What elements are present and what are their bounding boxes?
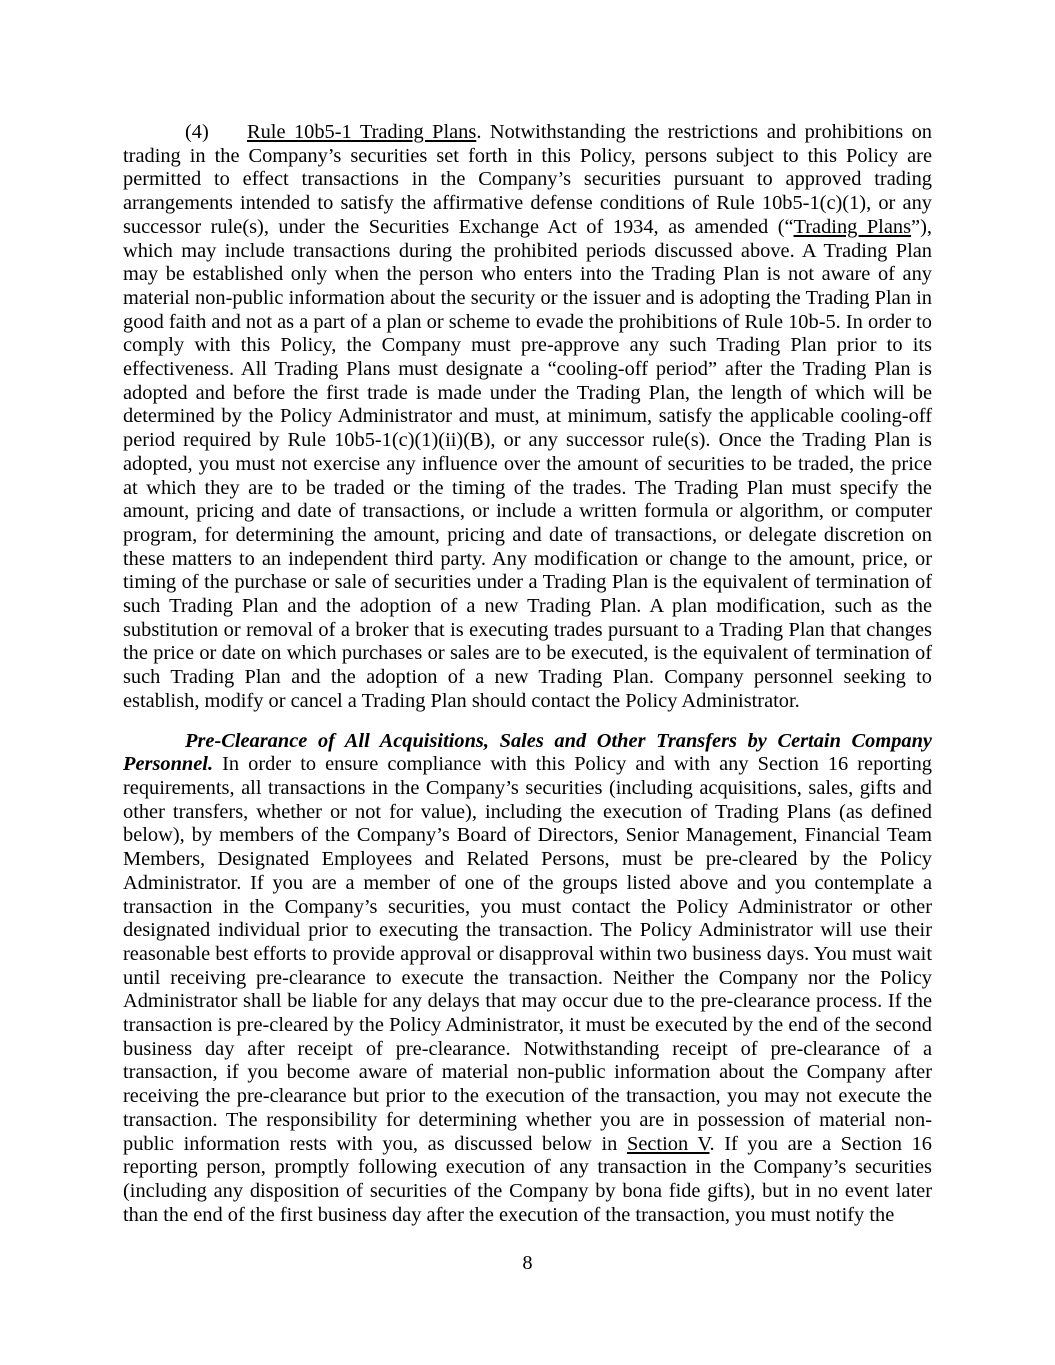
underlined-text: Trading Plans	[793, 215, 912, 238]
rule-10b5-1-trading-plans-paragraph	[123, 121, 932, 714]
body-text: . If you are a Section 16 reporting person, promptly following execution of any transaction in the Company’s securities (including any disposition of securities of the Company by bona fide gifts), but in no event later than the end of the first business day after the execution of the transaction, you must notify the	[123, 1132, 932, 1226]
body-text: ”), which may include transactions during the prohibited periods discussed above. A Trading Plan may be established only when the person who enters into the Trading Plan is not aware of any material non-public information about the security or the issuer and is adopting the Trading Plan in good faith and not as a part of a plan or scheme to evade the prohibitions of Rule 10b-5. In order to comply with this Policy, the Company must pre-approve any such Trading Plan prior to its effectiveness. All Trading Plans must designate a “cooling-off period” after the Trading Plan is adopted and before the first trade is made under the Trading Plan, the length of which will be determined by the Policy Administrator and must, at minimum, satisfy the applicable cooling-off period required by Rule 10b5-1(c)(1)(ii)(B), or any successor rule(s). Once the Trading Plan is adopted, you must not exercise any influence over the amount of securities to be traded, the price at which they are to be traded or the timing of the trades. The Trading Plan must specify the amount, pricing and date of transactions, or include a written formula or algorithm, or computer program, for determining the amount, pricing and date of transactions, or delegate discretion on these matters to an independent third party. Any modification or change to the amount, price, or timing of the purchase or sale of securities under a Trading Plan is the equivalent of termination of such Trading Plan and the adoption of a new Trading Plan. A plan modification, such as the substitution or removal of a broker that is executing trades pursuant to a Trading Plan that changes the price or date on which purchases or sales are to be executed, is the equivalent of termination of such Trading Plan and the adoption of a new Trading Plan. Company personnel seeking to establish, modify or cancel a Trading Plan should contact the Policy Administrator.	[123, 215, 932, 712]
pre-clearance-paragraph	[123, 730, 932, 1228]
document-body	[123, 121, 932, 1227]
list-number: (4)	[185, 121, 209, 143]
underlined-text: Section V	[626, 1132, 710, 1155]
page-number: 8	[522, 1252, 533, 1274]
bold-italic-lead-in: Pre-Clearance of All Acquisitions, Sales and Other Transfers by Certain Company Personnel.	[123, 729, 932, 776]
underlined-text: Rule 10b5-1 Trading Plans	[247, 121, 477, 143]
body-text: . Notwithstanding the restrictions and prohibitions on trading in the Company’s securities set forth in this Policy, persons subject to this Policy are permitted to effect transactions in the Company’s securities pursuant to approved trading arrangements intended to satisfy the affirmative defense conditions of Rule 10b5-1(c)(1), or any successor rule(s), under the Securities Exchange Act of 1934, as amended (“	[123, 121, 933, 238]
body-text: In order to ensure compliance with this Policy and with any Section 16 reporting requirements, all transactions in the Company’s securities (including acquisitions, sales, gifts and other transfers, whether or not for value), including the execution of Trading Plans (as defined below), by members of the Company’s Board of Directors, Senior Management, Financial Team Members, Designated Employees and Related Persons, must be pre-cleared by the Policy Administrator. If you are a member of one of the groups listed above and you contemplate a transaction in the Company’s securities, you must contact the Policy Administrator or other designated individual prior to executing the transaction. The Policy Administrator will use their reasonable best efforts to provide approval or disapproval within two business days. You must wait until receiving pre-clearance to execute the transaction. Neither the Company nor the Policy Administrator shall be liable for any delays that may occur due to the pre-clearance process. If the transaction is pre-cleared by the Policy Administrator, it must be executed by the end of the second business day after receipt of pre-clearance. Notwithstanding receipt of pre-clearance of a transaction, if you become aware of material non-public information about the Company after receiving the pre-clearance but prior to the execution of the transaction, you may not execute the transaction. The responsibility for determining whether you are in possession of material non-public information rests with you, as discussed below in	[123, 753, 932, 1155]
